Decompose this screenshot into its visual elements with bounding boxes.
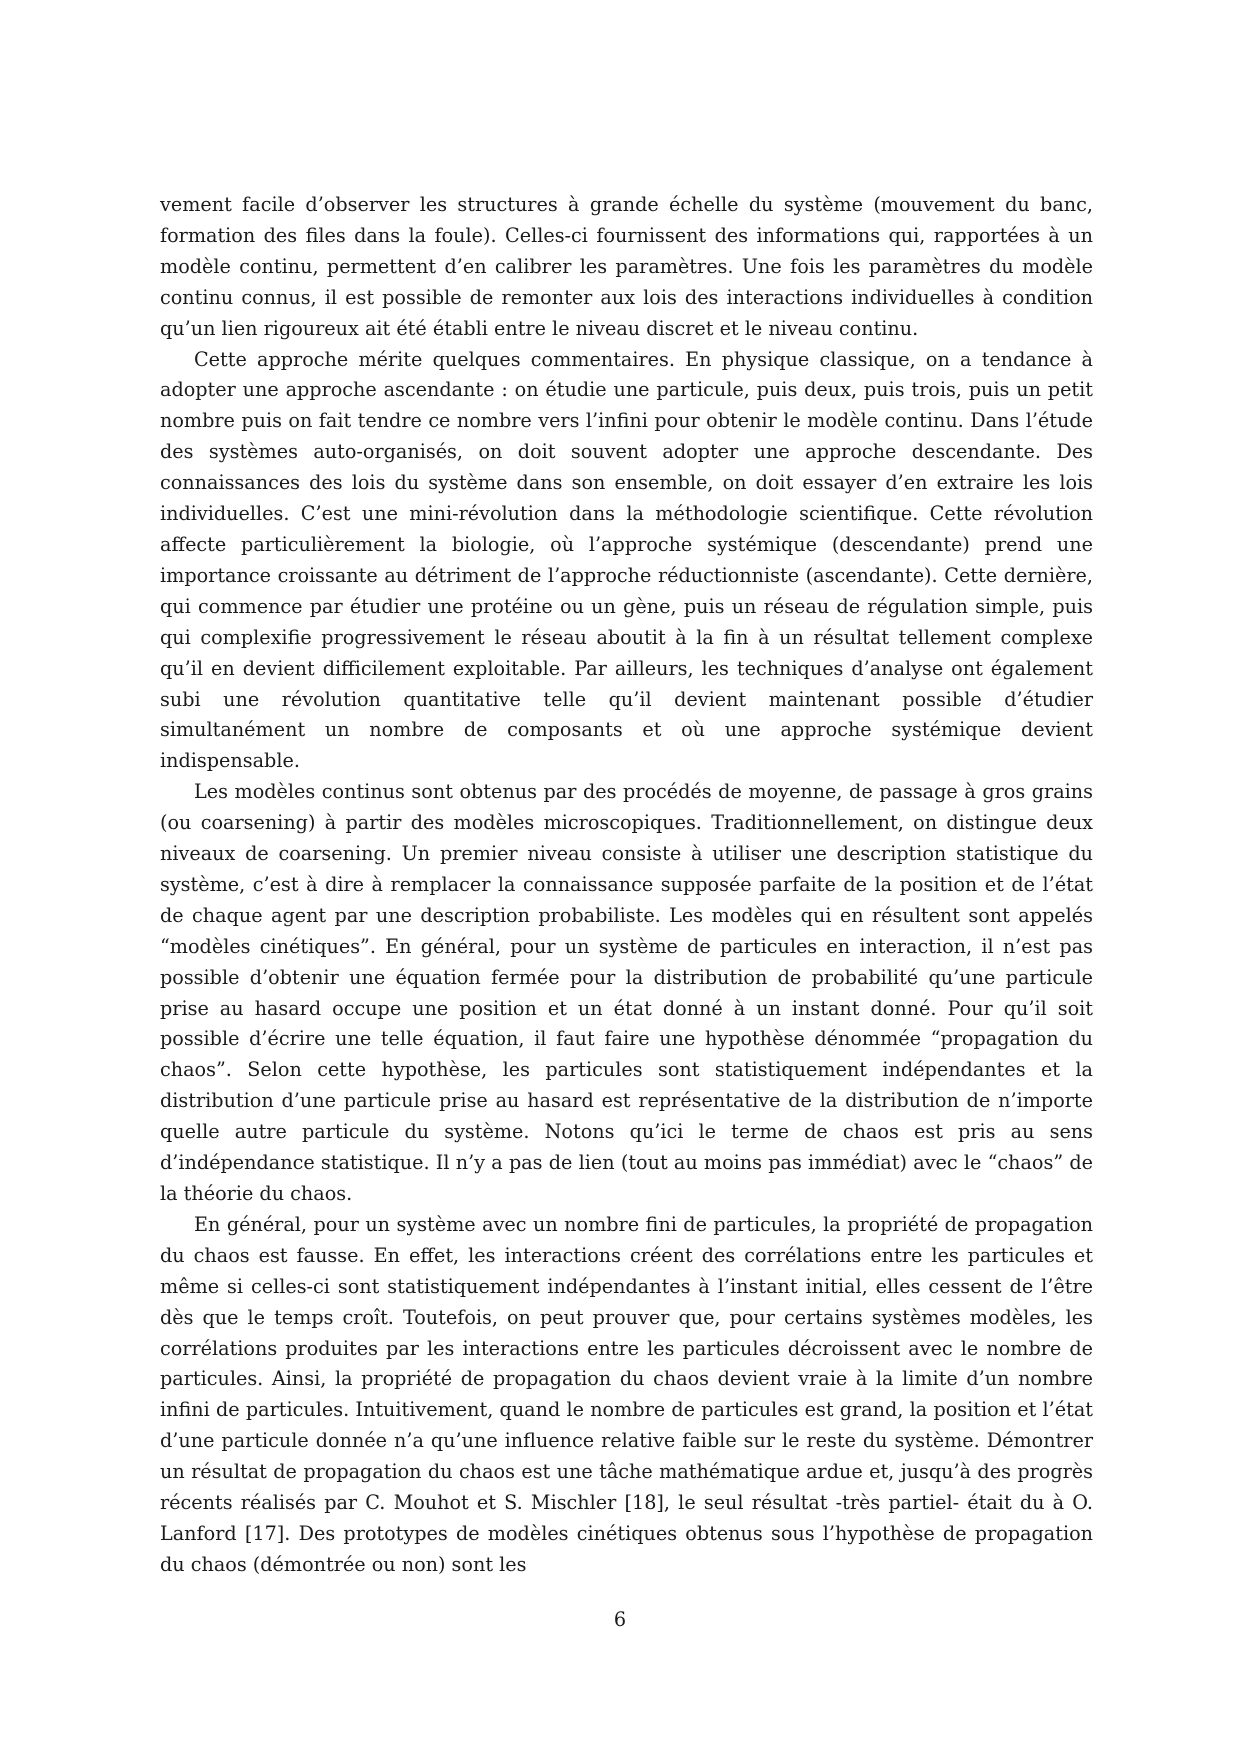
paragraph-continuation: vement facile d’observer les structures à grande échelle du système (mouvement du banc, formation des files dans la foule). Celles-ci fournissent des informations qui, rapportées à un modèle continu, permettent d’en calibrer les paramètres. Une fois les paramètres du modèle continu connus, il est possible de remonter aux lois des interactions individuelles à condition qu’un lien rigoureux ait été établi entre le niveau discret et le niveau continu. <box>160 193 1093 340</box>
paragraph-approach-commentary: Cette approche mérite quelques commentaires. En physique classique, on a tendance à adopter une approche ascendante : on étudie une particule, puis deux, puis trois, puis un petit nombre puis on fait tendre ce nombre vers l’infini pour obtenir le modèle continu. Dans l’étude des systèmes auto-organisés, on doit souvent adopter une approche descendante. Des connaissances des lois du système dans son ensemble, on doit essayer d’en extraire les lois individuelles. C’est une mini-révolution dans la méthodologie scientifique. Cette révolution affecte particulièrement la biologie, où l’approche systémique (descendante) prend une importance croissante au détriment de l’approche réductionniste (ascendante). Cette dernière, qui commence par étudier une protéine ou un gène, puis un réseau de régulation simple, puis qui complexifie progressivement le réseau aboutit à la fin à un résultat tellement complexe qu’il en devient difficilement exploitable. Par ailleurs, les techniques d’analyse ont également subi une révolution quantitative telle qu’il devient maintenant possible d’étudier simultanément un nombre de composants et où une approche systémique devient indispensable. <box>160 347 1093 773</box>
paragraph-propagation-of-chaos: En général, pour un système avec un nombre fini de particules, la propriété de propagation du chaos est fausse. En effet, les interactions créent des corrélations entre les particules et même si celles-ci sont statistiquement indépendantes à l’instant initial, elles cessent de l’être dès que le temps croît. Toutefois, on peut prouver que, pour certains systèmes modèles, les corrélations produites par les interactions entre les particules décroissent avec le nombre de particules. Ainsi, la propriété de propagation du chaos devient vraie à la limite d’un nombre infini de particules. Intuitivement, quand le nombre de particules est grand, la position et l’état d’une particule donnée n’a qu’une influence relative faible sur le reste du système. Démontrer un résultat de propagation du chaos est une tâche mathématique ardue et, jusqu’à des progrès récents réalisés par C. Mouhot et S. Mischler [18], le seul résultat -très partiel- était du à O. Lanford [17]. Des prototypes de modèles cinétiques obtenus sous l’hypothèse de propagation du chaos (démontrée ou non) sont les <box>160 1212 1093 1576</box>
page-number: 6 <box>613 1608 627 1631</box>
body-text <box>160 190 1093 1581</box>
paragraph-continuous-models: Les modèles continus sont obtenus par des procédés de moyenne, de passage à gros grains (ou coarsening) à partir des modèles microscopiques. Traditionnellement, on distingue deux niveaux de coarsening. Un premier niveau consiste à utiliser une description statistique du système, c’est à dire à remplacer la connaissance supposée parfaite de la position et de l’état de chaque agent par une description probabiliste. Les modèles qui en résultent sont appelés “modèles cinétiques”. En général, pour un système de particules en interaction, il n’est pas possible d’obtenir une équation fermée pour la distribution de probabilité qu’une particule prise au hasard occupe une position et un état donné à un instant donné. Pour qu’il soit possible d’écrire une telle équation, il faut faire une hypothèse dénommée “propagation du chaos”. Selon cette hypothèse, les particules sont statistiquement indépendantes et la distribution d’une particule prise au hasard est représentative de la distribution de n’importe quelle autre particule du système. Notons qu’ici le terme de chaos est pris au sens d’indépendance statistique. Il n’y a pas de lien (tout au moins pas immédiat) avec le “chaos” de la théorie du chaos. <box>160 780 1093 1205</box>
